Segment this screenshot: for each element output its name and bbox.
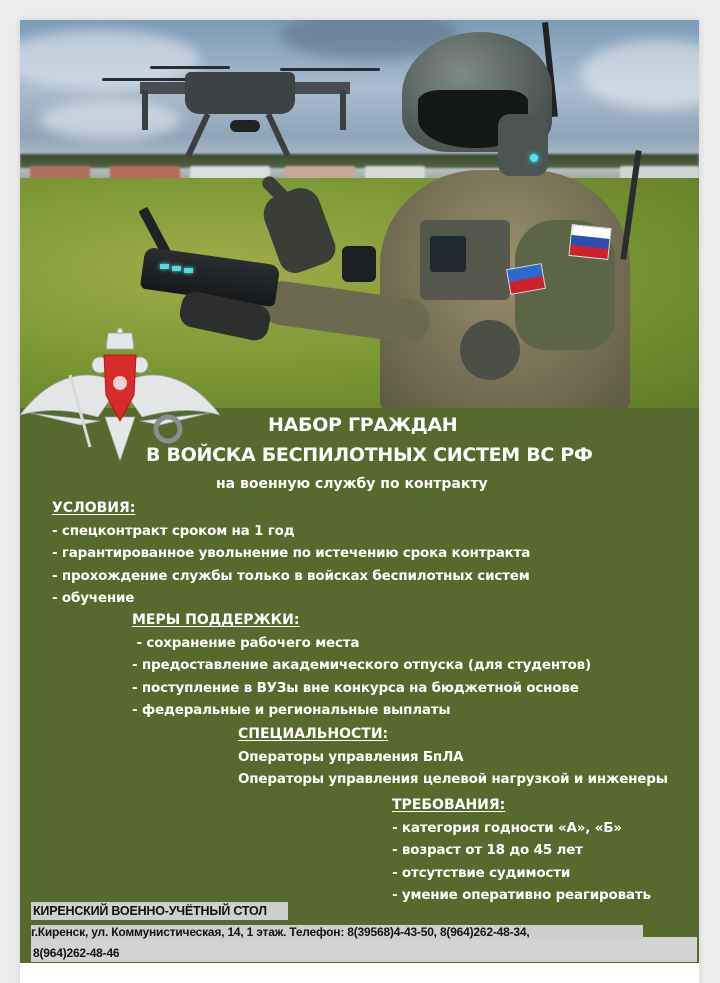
led-light bbox=[530, 154, 538, 162]
elbow-pad bbox=[460, 320, 520, 380]
drone-leg bbox=[340, 90, 346, 130]
subtitle: на военную службу по контракту bbox=[216, 476, 488, 492]
requirements-section bbox=[392, 794, 651, 907]
drone-body bbox=[185, 72, 295, 114]
rotor bbox=[150, 66, 230, 69]
list-item: - возраст от 18 до 45 лет bbox=[392, 842, 583, 858]
drone-camera bbox=[230, 120, 260, 132]
cloud bbox=[20, 30, 200, 90]
led-light bbox=[172, 266, 181, 271]
cloud bbox=[580, 40, 699, 110]
conditions-heading: УСЛОВИЯ: bbox=[52, 500, 136, 516]
footer-highlight bbox=[31, 937, 697, 962]
specialties-heading: СПЕЦИАЛЬНОСТИ: bbox=[238, 726, 389, 742]
list-item: - категория годности «А», «Б» bbox=[392, 819, 622, 836]
list-item: - поступление в ВУЗы вне конкурса на бюджетной основе bbox=[132, 679, 579, 696]
page-bottom-margin bbox=[20, 963, 699, 983]
led-light bbox=[184, 268, 193, 273]
recruitment-poster bbox=[20, 20, 699, 983]
list-item: - спецконтракт сроком на 1 год bbox=[52, 522, 295, 539]
list-item: - федеральные и региональные выплаты bbox=[132, 702, 451, 718]
rotor bbox=[102, 78, 192, 81]
list-item: - предоставление академического отпуска (для студентов) bbox=[132, 657, 591, 673]
drone-leg bbox=[142, 90, 148, 130]
drone-leg bbox=[186, 113, 211, 157]
russian-flag-patch-icon bbox=[568, 224, 611, 260]
list-item: - сохранение рабочего места bbox=[132, 634, 360, 651]
earpiece bbox=[498, 114, 548, 176]
list-item: - гарантированное увольнение по истечению срока контракта bbox=[52, 545, 531, 561]
phone-continued: 8(964)262-48-46 bbox=[33, 946, 120, 960]
list-item: - прохождение службы только в войсках беспилотных систем bbox=[52, 567, 530, 584]
list-item: Операторы управления БпЛА bbox=[238, 748, 464, 765]
smartwatch-icon bbox=[342, 246, 376, 282]
requirements-heading: ТРЕБОВАНИЯ: bbox=[392, 797, 506, 813]
address-phones: г.Киренск, ул. Коммунистическая, 14, 1 этаж. Телефон: 8(39568)4-43-50, 8(964)262-48-34, bbox=[31, 925, 530, 939]
list-item: Операторы управления целевой нагрузкой и инженеры bbox=[238, 771, 668, 787]
support-heading: МЕРЫ ПОДДЕРЖКИ: bbox=[132, 612, 300, 628]
list-item: - отсутствие судимости bbox=[392, 864, 571, 881]
vest-screen bbox=[430, 236, 466, 272]
list-item: - умение оперативно реагировать bbox=[392, 887, 651, 903]
office-name: КИРЕНСКИЙ ВОЕННО-УЧЁТНЫЙ СТОЛ bbox=[33, 904, 267, 918]
title-line-1: НАБОР ГРАЖДАН bbox=[268, 414, 458, 436]
support-section bbox=[132, 609, 591, 722]
drone-leg bbox=[266, 113, 291, 157]
conditions-section bbox=[52, 497, 530, 610]
double-headed-eagle-emblem-icon bbox=[20, 325, 220, 461]
cloud bbox=[40, 100, 180, 140]
rotor bbox=[280, 68, 380, 71]
title-line-2: В ВОЙСКА БЕСПИЛОТНЫХ СИСТЕМ ВС РФ bbox=[146, 444, 593, 466]
led-light bbox=[160, 264, 169, 269]
list-item: - обучение bbox=[52, 590, 135, 606]
specialties-section bbox=[238, 723, 668, 791]
